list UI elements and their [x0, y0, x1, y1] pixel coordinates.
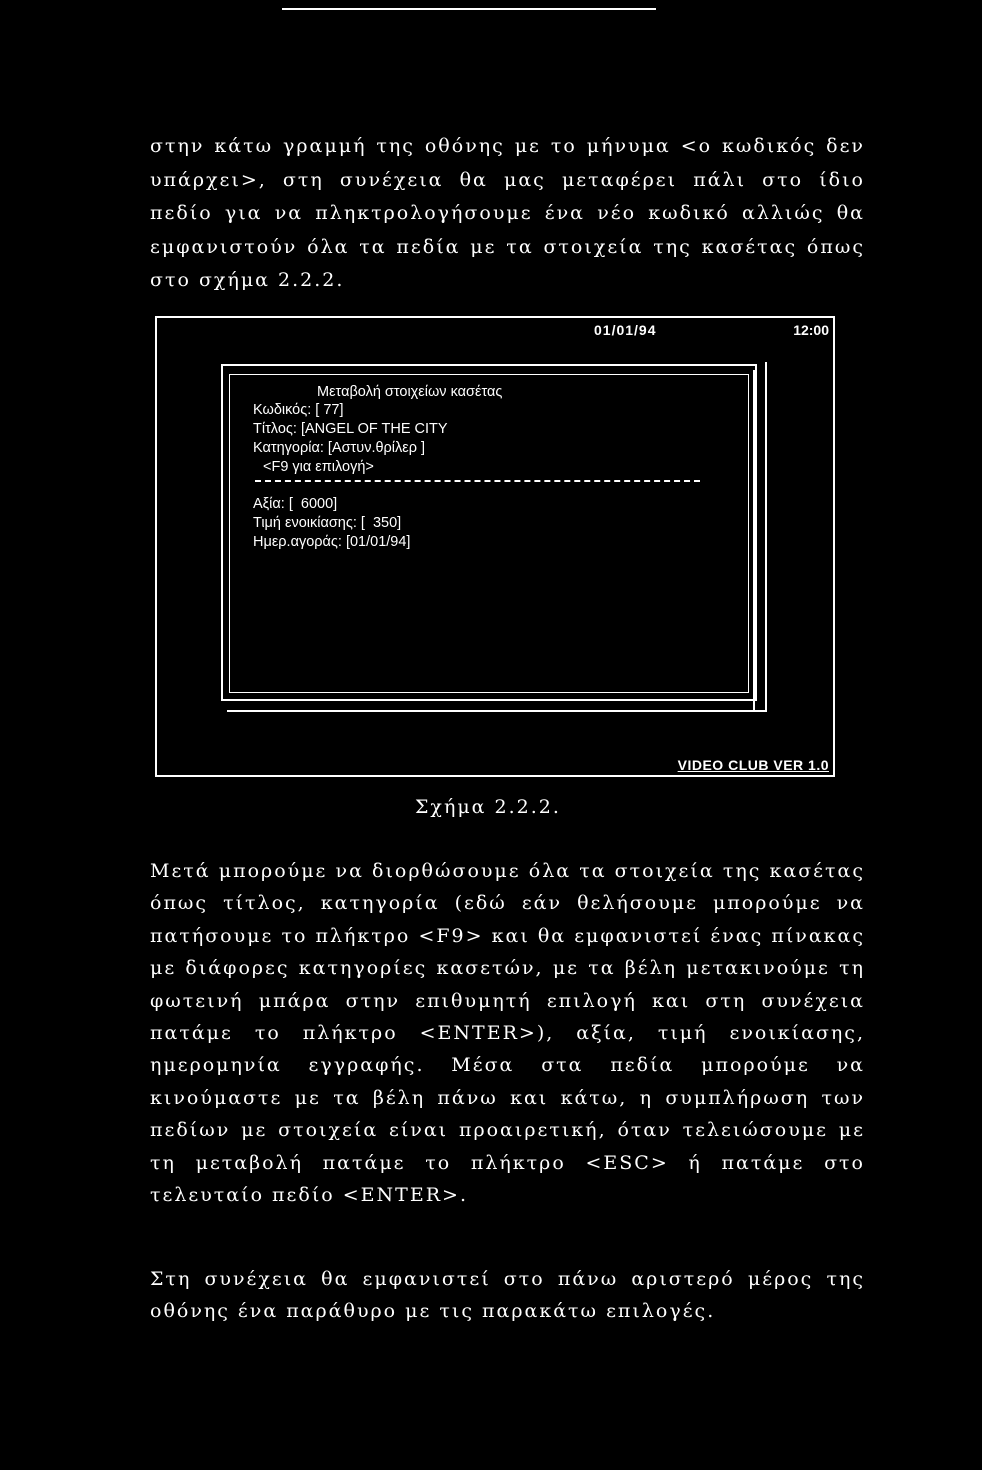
- screen-date: 01/01/94: [594, 322, 657, 338]
- window-title: Μεταβολή στοιχείων κασέτας: [317, 384, 503, 400]
- figure-caption: Σχήμα 2.2.2.: [415, 796, 561, 818]
- figure-screen: [155, 316, 835, 777]
- next-paragraph: Στη συνέχεια θα εμφανιστεί στο πάνω αριστερό μέρος της οθόνης ένα παράθυρο με τις παρακάτω επιλογές.: [150, 1268, 865, 1322]
- edit-cassette-window: [221, 364, 757, 701]
- field-separator: [255, 480, 700, 482]
- code-field[interactable]: Κωδικός: [ 77]: [253, 402, 344, 418]
- f9-hint: <F9 για επιλογή>: [263, 459, 374, 475]
- category-field[interactable]: Κατηγορία: [Αστυν.θρίλερ ]: [253, 440, 426, 456]
- rental-price-field[interactable]: Τιμή ενοικίασης: [ 350]: [253, 515, 402, 531]
- screen-time: 12:00: [793, 322, 829, 338]
- title-field[interactable]: Τίτλος: [ANGEL OF THE CITY: [253, 421, 448, 437]
- value-field[interactable]: Αξία: [ 6000]: [253, 496, 338, 512]
- screen-footer: VIDEO CLUB VER 1.0: [677, 757, 829, 773]
- top-rule: [282, 8, 656, 10]
- purchase-date-field[interactable]: Ημερ.αγοράς: [01/01/94]: [253, 534, 411, 550]
- instructions-paragraph: Μετά μπορούμε να διορθώσουμε όλα τα στοιχεία της κασέτας όπως τίτλος, κατηγορία (εδώ εάν θελήσουμε μπορούμε να πατήσουμε το πλήκτρο <F9> και θα εμφανιστεί ένας πίνακας με διάφορες κατηγορίες κασετών, με τα βέλη μετακινούμε τη φωτεινή μπάρα στην επιθυμητή επιλογή και στη συνέχεια πατάμε το πλήκτρο <ENTER>), αξία, τιμή ενοικίασης, ημερομηνία εγγραφής. Μέσα στα πεδία μπορούμε να κινούμαστε με τα βέλη πάνω και κάτω, η συμπλήρωση των πεδίων με στοιχεία είναι προαιρετική, όταν τελειώσουμε με τη μεταβολή πατάμε το πλήκτρο <ESC> ή πατάμε στο τελευταίο πεδίο <ENTER>.: [150, 860, 865, 1207]
- intro-paragraph: στην κάτω γραμμή της οθόνης με το μήνυμα <ο κωδικός δεν υπάρχει>, στη συνέχεια θα μας μεταφέρει πάλι στο ίδιο πεδίο για να πληκτρολογήσουμε ένα νέο κωδικό αλλιώς θα εμφανιστούν όλα τα πεδία με τα στοιχεία της κασέτας όπως στο σχήμα 2.2.2.: [150, 135, 865, 291]
